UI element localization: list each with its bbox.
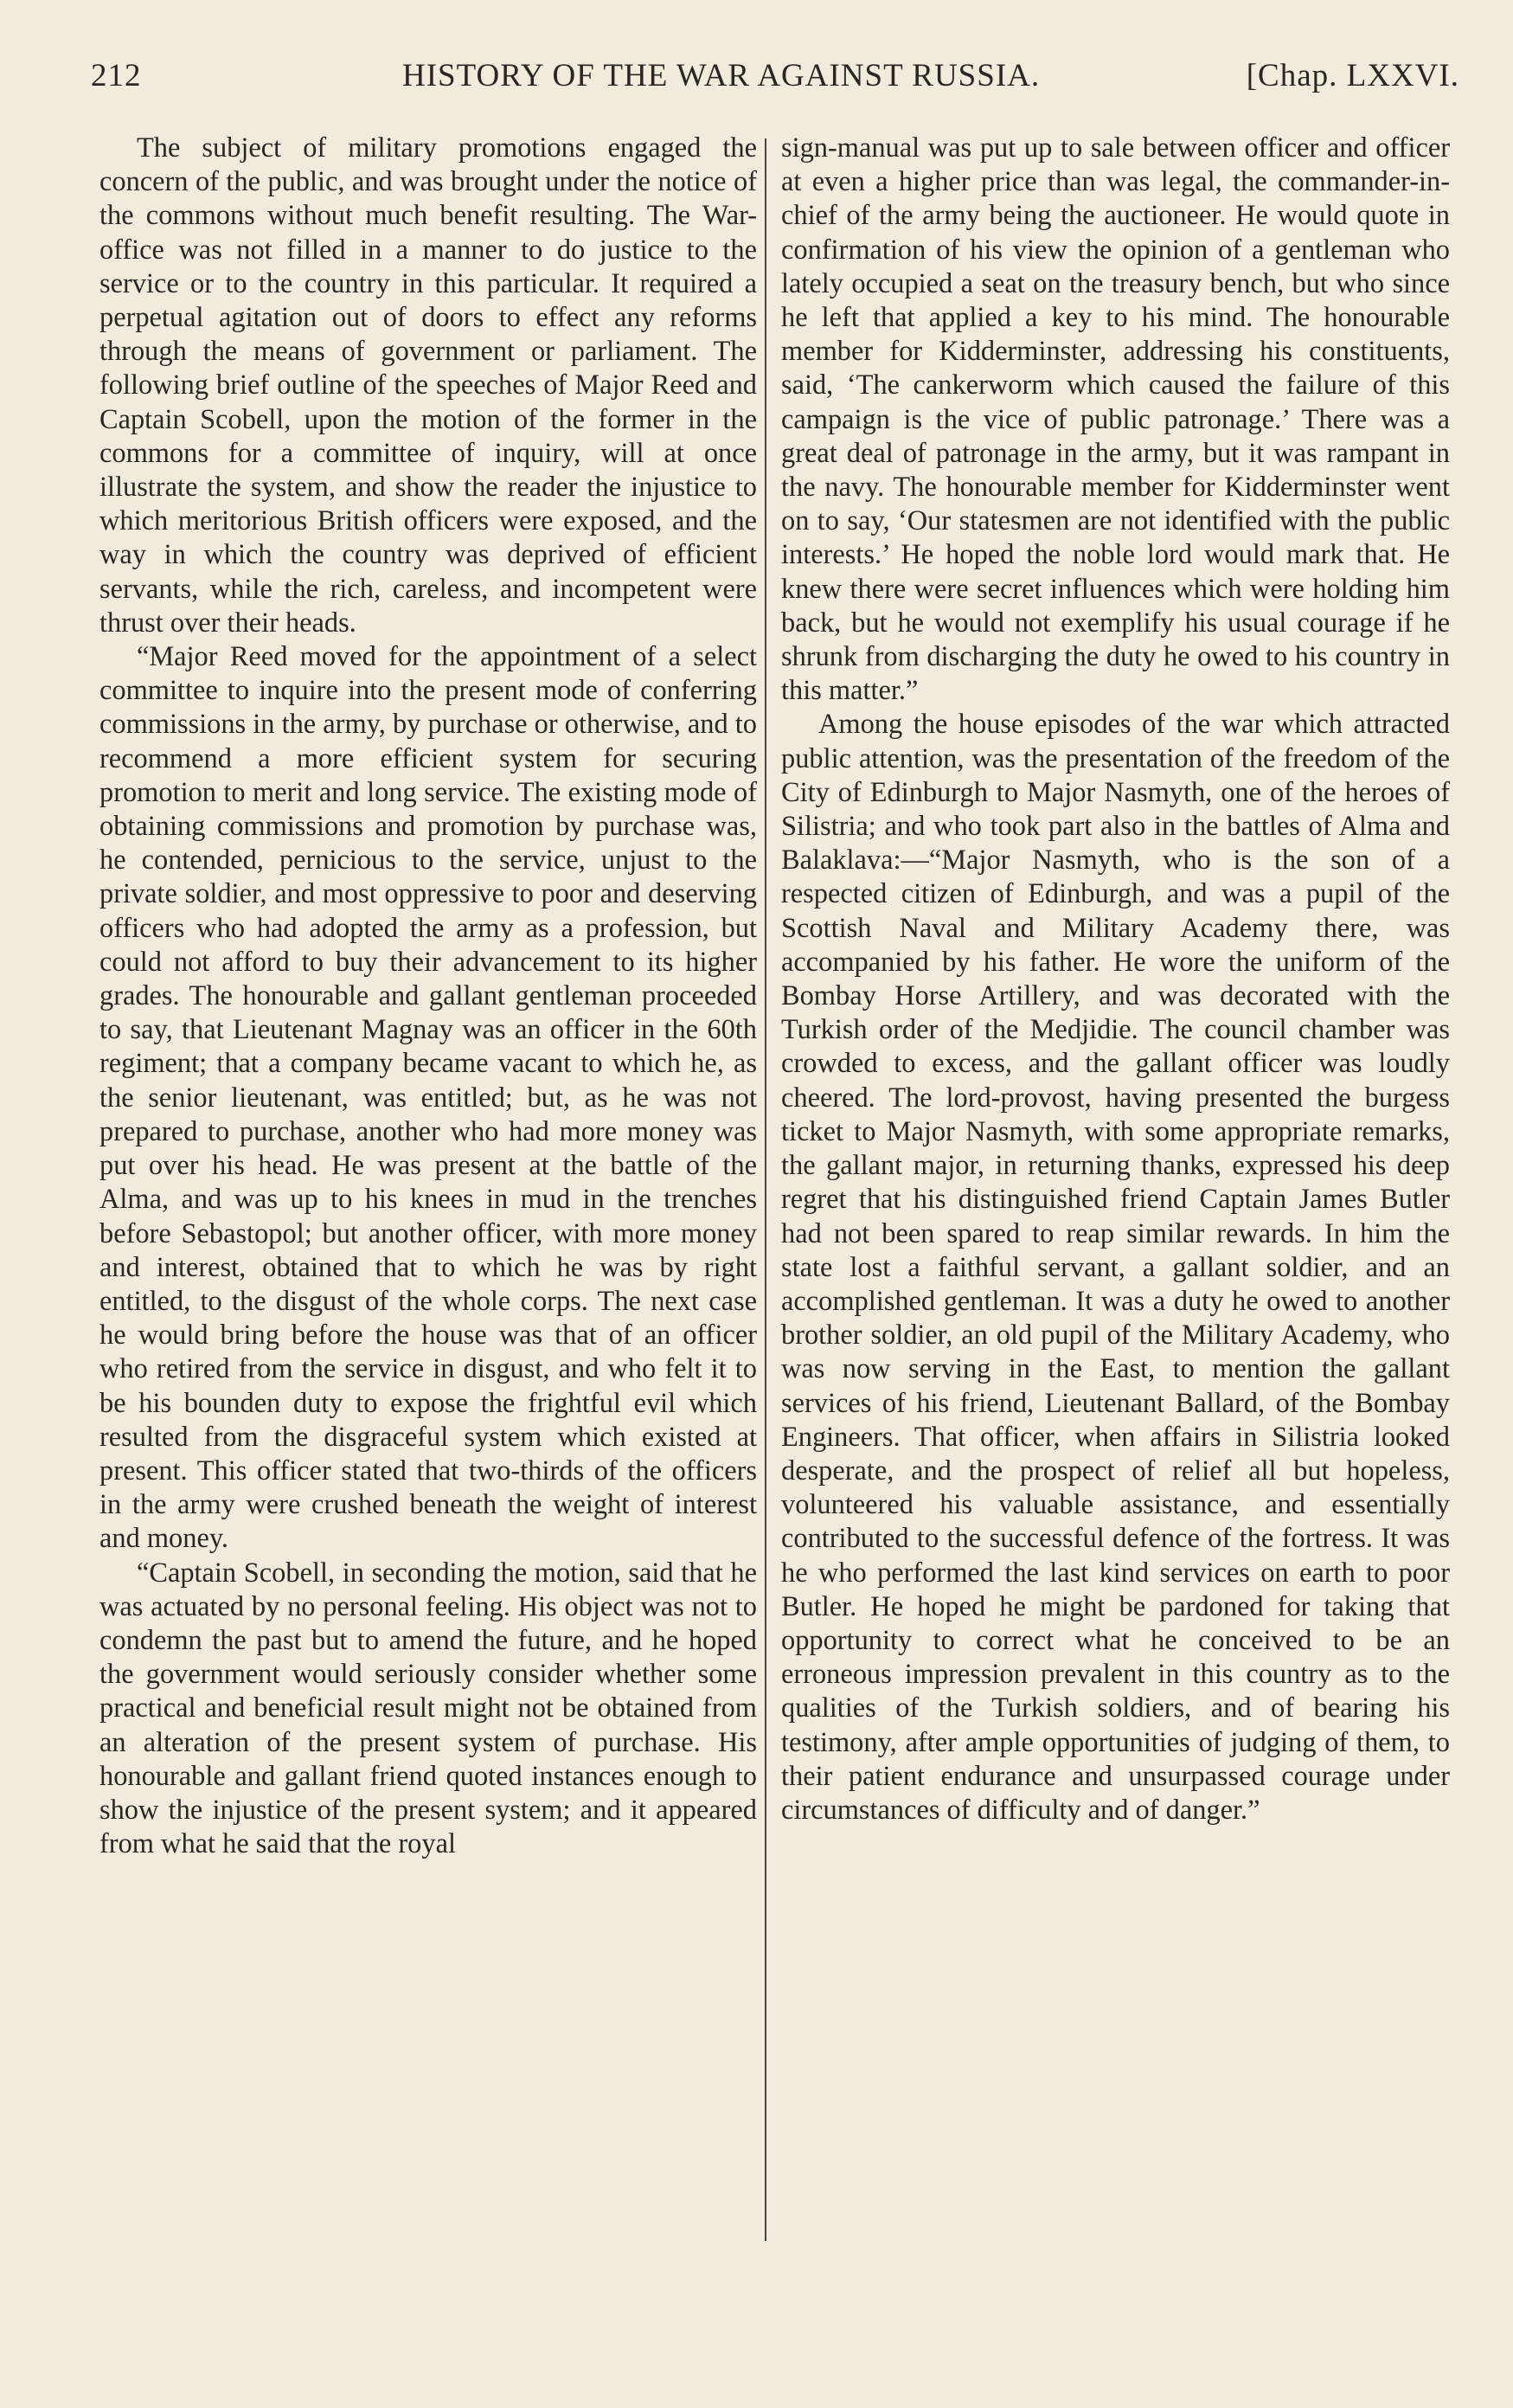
paragraph-continuation: sign-manual was put up to sale between officer and officer at even a higher price than was legal, the commander-in-chief of the army being the auctioneer. He would quote in confirmation of his view the opinion of a gentleman who lately occupied a seat on the treasury bench, but who since he left that applied a key to his mind. The honourable member for Kidderminster, addressing his constituents, said, ‘The cankerworm which caused the failure of this campaign is the vice of public patronage.’ There was a great deal of patronage in the army, but it was rampant in the navy. The honourable member for Kidderminster went on to say, ‘Our statesmen are not identified with the public interests.’ He hoped the noble lord would mark that. He knew there were secret influences which were holding him back, but he would not exemplify his usual courage if he shrunk from discharging the duty he owed to his country in this matter.” bbox=[781, 132, 1450, 707]
running-title: HISTORY OF THE WAR AGAINST RUSSIA. bbox=[402, 58, 1041, 93]
right-column bbox=[781, 132, 1450, 1827]
left-column bbox=[99, 132, 757, 1861]
paragraph-major-nasmyth: Among the house episodes of the war which attracted public attention, was the presentation of the freedom of the City of Edinburgh to Major Nasmyth, one of the heroes of Silistria; and who took part also in the battles of Alma and Balaklava:—“Major Nasmyth, who is the son of a respected citizen of Edinburgh, and was a pupil of the Scottish Naval and Military Academy there, was accompanied by his father. He wore the uniform of the Bombay Horse Artillery, and was decorated with the Turkish order of the Medjidie. The council chamber was crowded to excess, and the gallant officer was loudly cheered. The lord-provost, having presented the burgess ticket to Major Nasmyth, with some appropriate remarks, the gallant major, in returning thanks, expressed his deep regret that his distinguished friend Captain James Butler had not been spared to reap similar rewards. In him the state lost a faithful servant, a gallant soldier, and an accomplished gentleman. It was a duty he owed to another brother soldier, an old pupil of the Military Academy, who was now serving in the East, to mention the gallant services of his friend, Lieutenant Ballard, of the Bombay Engineers. That officer, when affairs in Silistria looked desperate, and the prospect of relief all but hopeless, volunteered his valuable assistance, and essentially contributed to the successful defence of the fortress. It was he who performed the last kind services on earth to poor Butler. He hoped he might be pardoned for taking that opportunity to correct what he conceived to be an erroneous impression prevalent in this country as to the qualities of the Turkish soldiers, and of bearing his testimony, after ample opportunities of judging of them, to their patient endurance and unsurpassed courage under circumstances of difficulty and of danger.” bbox=[781, 709, 1450, 1826]
running-header bbox=[91, 57, 1459, 102]
paragraph-military-promotions: The subject of military promotions engaged the concern of the public, and was brought under the notice of the commons without much benefit resulting. The War-office was not filled in a manner to do justice to the service or to the country in this particular. It required a perpetual agitation out of doors to effect any reforms through the means of government or parliament. The following brief outline of the speeches of Major Reed and Captain Scobell, upon the motion of the former in the commons for a committee of inquiry, will at once illustrate the system, and show the reader the injustice to which meritorious British officers were exposed, and the way in which the country was deprived of efficient servants, while the rich, careless, and incompetent were thrust over their heads. bbox=[99, 132, 757, 639]
column-divider bbox=[765, 138, 766, 2241]
page-number: 212 bbox=[91, 58, 142, 93]
paragraph-captain-scobell: “Captain Scobell, in seconding the motion, said that he was actuated by no personal feeling. His object was not to condemn the past but to amend the future, and he hoped the government would seriously consider whether some practical and beneficial result might not be obtained from an alteration of the present system of purchase. His honourable and gallant friend quoted instances enough to show the injustice of the present system; and it appeared from what he said that the royal bbox=[99, 1557, 757, 1860]
paragraph-major-reed: “Major Reed moved for the appointment of a select committee to inquire into the present mode of conferring commissions in the army, by purchase or otherwise, and to recommend a more efficient system for securing promotion to merit and long service. The existing mode of obtaining commissions and promotion by purchase was, he contended, pernicious to the service, unjust to the private soldier, and most oppressive to poor and deserving officers who had adopted the army as a profession, but could not afford to buy their advancement to its higher grades. The honourable and gallant gentleman proceeded to say, that Lieutenant Magnay was an officer in the 60th regiment; that a company became vacant to which he, as the senior lieutenant, was entitled; but, as he was not prepared to purchase, another who had more money was put over his head. He was present at the battle of the Alma, and was up to his knees in mud in the trenches before Sebastopol; but another officer, with more money and interest, obtained that to which he was by right entitled, to the disgust of the whole corps. The next case he would bring before the house was that of an officer who retired from the service in disgust, and who felt it to be his bounden duty to expose the frightful evil which resulted from the disgraceful system which existed at present. This officer stated that two-thirds of the officers in the army were crushed beneath the weight of interest and money. bbox=[99, 641, 757, 1555]
chapter-label: [Chap. LXXVI. bbox=[1246, 58, 1459, 93]
